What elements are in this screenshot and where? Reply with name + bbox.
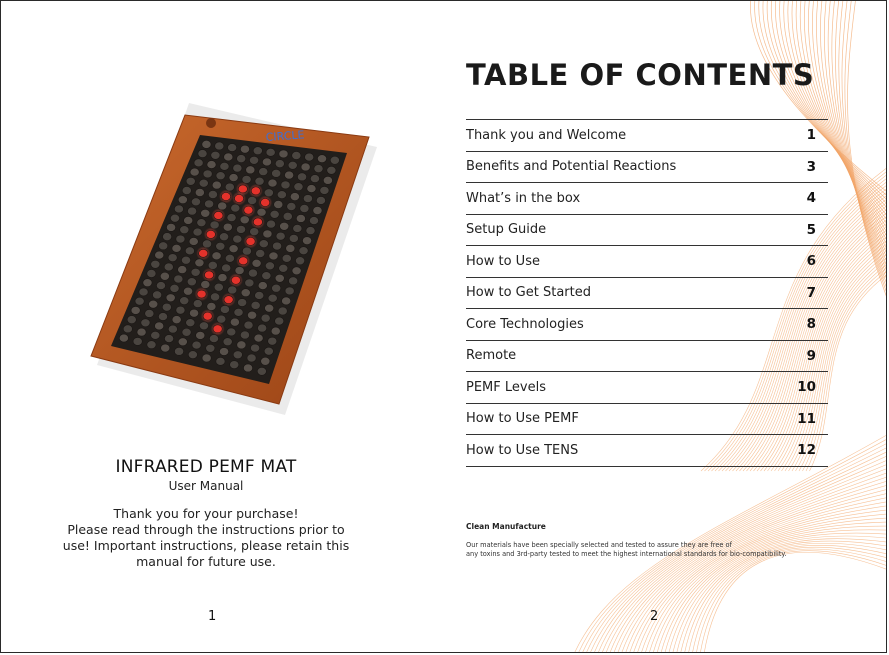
toc-item-page: 3 — [806, 158, 816, 175]
stone-tile — [237, 341, 246, 349]
red-light-node — [253, 218, 262, 226]
toc-item-page: 12 — [797, 442, 816, 459]
red-light-node — [251, 187, 260, 195]
stone-tile — [193, 228, 202, 236]
toc-item-page: 7 — [806, 284, 816, 301]
stone-tile — [174, 275, 183, 283]
product-title: INFRARED PEMF MAT — [115, 457, 297, 477]
red-light-node — [234, 195, 243, 203]
red-light-node — [224, 296, 233, 304]
pemf-mat-image — [61, 101, 391, 421]
stone-tile — [147, 270, 156, 278]
stone-tile — [195, 189, 204, 197]
toc-item-label: Setup Guide — [466, 222, 547, 238]
stone-tile — [199, 179, 208, 187]
stone-tile — [295, 257, 304, 265]
stone-tile — [269, 252, 278, 260]
wave-line — [699, 551, 887, 653]
thanks-line: Thank you for your purchase! — [113, 506, 299, 521]
stone-tile — [172, 244, 181, 252]
stone-tile — [227, 214, 236, 222]
stone-tile — [189, 309, 198, 317]
stone-tile — [317, 155, 326, 163]
toc-item[interactable] — [466, 182, 828, 214]
wave-line — [691, 547, 887, 653]
stone-tile — [193, 300, 202, 308]
stone-tile — [172, 316, 181, 324]
stone-tile — [282, 254, 291, 262]
stone-tile — [272, 169, 281, 177]
red-light-node — [246, 237, 255, 245]
stone-tile — [233, 235, 242, 243]
stone-tile — [243, 364, 252, 372]
stone-tile — [248, 269, 257, 277]
stone-tile — [252, 259, 261, 267]
clean-manufacture-text — [466, 541, 846, 558]
stone-tile — [309, 217, 318, 225]
red-light-node — [239, 257, 248, 265]
stone-tile — [258, 282, 267, 290]
stone-tile — [190, 168, 199, 176]
stone-tile — [163, 233, 172, 241]
toc-item-label: Core Technologies — [466, 316, 584, 332]
stone-tile — [180, 226, 189, 234]
toc-item[interactable] — [466, 340, 828, 372]
stone-tile — [155, 251, 164, 259]
stone-tile — [280, 222, 289, 230]
stone-tile — [198, 150, 207, 158]
stone-tile — [240, 331, 249, 339]
toc-item[interactable] — [466, 434, 828, 467]
toc-item-label: How to Get Started — [466, 285, 591, 301]
stone-tile — [327, 166, 336, 174]
stone-tile — [166, 223, 175, 231]
stone-tile — [212, 252, 221, 260]
stone-tile — [207, 161, 216, 169]
stone-tile — [178, 338, 187, 346]
stone-tile — [182, 187, 191, 195]
toc-item[interactable] — [466, 308, 828, 340]
stone-tile — [206, 344, 215, 352]
toc-item-page: 11 — [797, 410, 816, 427]
stone-tile — [249, 156, 258, 164]
stone-tile — [278, 307, 287, 315]
stone-tile — [180, 297, 189, 305]
stone-tile — [204, 200, 213, 208]
stone-tile — [216, 357, 225, 365]
stone-tile — [212, 181, 221, 189]
thanks-line: use! Important instructions, please retain this — [62, 538, 350, 553]
stone-tile — [224, 153, 233, 161]
power-button-icon — [206, 118, 216, 128]
toc-item-label: Thank you and Welcome — [466, 127, 627, 143]
stone-tile — [275, 160, 284, 168]
stone-tile — [241, 289, 250, 297]
stone-tile — [268, 337, 277, 345]
stone-tile — [133, 337, 142, 345]
red-light-node — [203, 312, 212, 320]
stone-tile — [143, 279, 152, 287]
stone-tile — [256, 250, 265, 258]
stone-tile — [209, 335, 218, 343]
stone-tile — [320, 186, 329, 194]
stone-tile — [164, 263, 173, 271]
stone-tile — [202, 354, 211, 362]
red-light-node — [221, 193, 230, 201]
toc-item-label: How to Use — [466, 253, 540, 269]
stone-tile — [261, 314, 270, 322]
toc-item[interactable] — [466, 245, 828, 277]
clean-line: any toxins and 3rd-party tested to meet the highest international standards for bio-compatibility. — [466, 549, 787, 558]
stone-tile — [149, 300, 158, 308]
thanks-line: Please read through the instructions prior to — [67, 522, 345, 537]
stone-tile — [195, 259, 204, 267]
stone-tile — [119, 334, 128, 342]
stone-tile — [245, 279, 254, 287]
clean-line: Our materials have been specially selected and tested to assure they are free of — [466, 541, 732, 549]
stone-tile — [210, 293, 219, 301]
stone-tile — [208, 191, 217, 199]
stone-tile — [274, 201, 283, 209]
stone-tile — [223, 223, 232, 231]
right-page — [441, 1, 887, 652]
stone-tile — [203, 170, 212, 178]
stone-tile — [240, 216, 249, 224]
toc-item-label: What’s in the box — [466, 190, 581, 206]
toc-list — [466, 119, 828, 467]
stone-tile — [240, 145, 249, 153]
stone-tile — [285, 287, 294, 295]
left-page — [1, 1, 441, 652]
stone-tile — [168, 325, 177, 333]
product-subtitle: User Manual — [168, 479, 244, 493]
toc-item[interactable] — [466, 119, 828, 151]
stone-tile — [197, 219, 206, 227]
stone-tile — [222, 264, 231, 272]
stone-tile — [288, 161, 297, 169]
stone-tile — [286, 244, 295, 252]
stone-tile — [282, 297, 291, 305]
stone-tile — [191, 268, 200, 276]
stone-tile — [301, 163, 310, 171]
red-light-node — [231, 276, 240, 284]
stone-tile — [199, 322, 208, 330]
stone-tile — [302, 237, 311, 245]
stone-tile — [233, 164, 242, 172]
stone-tile — [176, 306, 185, 314]
stone-tile — [141, 319, 150, 327]
stone-tile — [259, 240, 268, 248]
toc-item-label: Benefits and Potential Reactions — [466, 159, 677, 175]
toc-item-page: 10 — [797, 379, 816, 396]
stone-tile — [202, 140, 211, 148]
stone-tile — [228, 144, 237, 152]
stone-tile — [158, 313, 167, 321]
stone-tile — [164, 335, 173, 343]
toc-item[interactable] — [466, 403, 828, 435]
toc-item-page: 5 — [806, 221, 816, 238]
stone-tile — [191, 198, 200, 206]
wave-line — [703, 552, 887, 653]
stone-tile — [155, 322, 164, 330]
stone-tile — [186, 319, 195, 327]
stone-tile — [201, 209, 210, 217]
stone-tile — [188, 351, 197, 359]
stone-tile — [272, 242, 281, 250]
brand-logo — [265, 128, 305, 144]
stone-tile — [244, 321, 253, 329]
stone-tile — [285, 171, 294, 179]
stone-tile — [277, 191, 286, 199]
stone-tile — [223, 338, 232, 346]
stone-tile — [307, 185, 316, 193]
stone-tile — [219, 233, 228, 241]
stone-tile — [151, 331, 160, 339]
stone-tile — [215, 142, 224, 150]
stone-tile — [316, 196, 325, 204]
stone-tile — [268, 179, 277, 187]
stone-tile — [131, 306, 140, 314]
stone-tile — [257, 367, 266, 375]
toc-item-page: 8 — [806, 316, 816, 333]
stone-tile — [192, 341, 201, 349]
stone-tile — [166, 294, 175, 302]
stone-tile — [268, 294, 277, 302]
stone-tile — [292, 151, 301, 159]
thank-you-note — [56, 506, 356, 570]
stone-tile — [279, 264, 288, 272]
stone-tile — [283, 212, 292, 220]
stone-tile — [233, 351, 242, 359]
stone-tile — [276, 232, 285, 240]
stone-tile — [184, 216, 193, 224]
stone-tile — [183, 287, 192, 295]
wave-line — [695, 549, 887, 653]
red-light-node — [197, 290, 206, 298]
stone-tile — [289, 277, 298, 285]
stone-tile — [151, 260, 160, 268]
stone-tile — [137, 328, 146, 336]
stone-tile — [261, 357, 270, 365]
stone-tile — [294, 183, 303, 191]
stone-tile — [306, 227, 315, 235]
stone-tile — [236, 225, 245, 233]
toc-item[interactable] — [466, 151, 828, 183]
red-light-node — [199, 249, 208, 257]
stone-tile — [300, 205, 309, 213]
stone-tile — [313, 207, 322, 215]
stone-tile — [211, 151, 220, 159]
stone-tile — [178, 196, 187, 204]
stone-tile — [246, 166, 255, 174]
red-light-node — [204, 271, 213, 279]
stone-tile — [310, 175, 319, 183]
stone-tile — [305, 153, 314, 161]
stone-tile — [170, 214, 179, 222]
stone-tile — [258, 324, 267, 332]
stone-tile — [159, 242, 168, 250]
thanks-line: manual for future use. — [136, 554, 276, 569]
stone-tile — [281, 181, 290, 189]
stone-tile — [272, 284, 281, 292]
stone-tile — [293, 224, 302, 232]
red-light-node — [213, 325, 222, 333]
pemf-mat-illustration — [61, 101, 391, 421]
stone-tile — [225, 254, 234, 262]
stone-tile — [174, 347, 183, 355]
stone-tile — [290, 193, 299, 201]
stone-tile — [156, 282, 165, 290]
stone-tile — [266, 148, 275, 156]
stone-tile — [227, 328, 236, 336]
toc-item-label: PEMF Levels — [466, 379, 546, 395]
stone-tile — [219, 348, 228, 356]
stone-tile — [185, 247, 194, 255]
stone-tile — [196, 331, 205, 339]
stone-tile — [123, 325, 132, 333]
stone-tile — [262, 158, 271, 166]
stone-tile — [170, 284, 179, 292]
stone-tile — [234, 308, 243, 316]
red-light-node — [214, 211, 223, 219]
stone-tile — [238, 299, 247, 307]
stone-tile — [323, 176, 332, 184]
page-number-left: 1 — [208, 609, 217, 624]
stone-tile — [237, 155, 246, 163]
stone-tile — [229, 174, 238, 182]
toc-item-page: 4 — [806, 190, 816, 207]
stone-tile — [161, 344, 170, 352]
stone-tile — [275, 317, 284, 325]
stone-tile — [216, 172, 225, 180]
stone-tile — [247, 354, 256, 362]
stone-tile — [255, 291, 264, 299]
stone-tile — [229, 245, 238, 253]
stone-tile — [289, 234, 298, 242]
stone-tile — [275, 274, 284, 282]
stone-tile — [270, 210, 279, 218]
stone-tile — [250, 344, 259, 352]
stone-tile — [296, 214, 305, 222]
stone-tile — [263, 230, 272, 238]
stone-tile — [178, 266, 187, 274]
toc-title: TABLE OF CONTENTS — [466, 58, 815, 92]
stone-tile — [299, 247, 308, 255]
stone-tile — [216, 242, 225, 250]
toc-item-label: How to Use TENS — [466, 442, 579, 458]
stone-tile — [254, 334, 263, 342]
stone-tile — [230, 318, 239, 326]
toc-item-label: Remote — [466, 348, 517, 364]
stone-tile — [181, 256, 190, 264]
stone-tile — [182, 328, 191, 336]
stone-tile — [271, 327, 280, 335]
stone-tile — [266, 220, 275, 228]
stone-tile — [214, 283, 223, 291]
stone-tile — [287, 203, 296, 211]
toc-item-page: 1 — [806, 127, 816, 144]
stone-tile — [259, 168, 268, 176]
stone-tile — [247, 311, 256, 319]
stone-tile — [262, 272, 271, 280]
stone-tile — [265, 304, 274, 312]
stone-tile — [220, 162, 229, 170]
stone-tile — [174, 205, 183, 213]
stone-tile — [330, 156, 339, 164]
toc-item[interactable] — [466, 277, 828, 309]
clean-manufacture-heading: Clean Manufacture — [466, 522, 546, 531]
toc-item-page: 9 — [806, 347, 816, 364]
wave-line — [687, 545, 887, 653]
stone-tile — [253, 147, 262, 155]
stone-tile — [186, 177, 195, 185]
stone-tile — [297, 173, 306, 181]
stone-tile — [135, 297, 144, 305]
stone-tile — [279, 150, 288, 158]
stone-tile — [230, 361, 239, 369]
stone-tile — [264, 347, 273, 355]
stone-tile — [147, 341, 156, 349]
stone-tile — [187, 278, 196, 286]
stone-tile — [265, 262, 274, 270]
stone-tile — [139, 288, 148, 296]
stone-tile — [231, 204, 240, 212]
brand-logo-text: CIRCLE — [265, 128, 305, 144]
stone-tile — [160, 272, 169, 280]
stone-tile — [153, 291, 162, 299]
stone-tile — [189, 237, 198, 245]
stone-tile — [187, 207, 196, 215]
stone-tile — [292, 267, 301, 275]
toc-item-label: How to Use PEMF — [466, 411, 579, 427]
stone-tile — [162, 303, 171, 311]
red-light-node — [206, 230, 215, 238]
stone-tile — [220, 305, 229, 313]
stone-tile — [314, 165, 323, 173]
stone-tile — [218, 274, 227, 282]
stone-tile — [251, 301, 260, 309]
red-light-node — [244, 206, 253, 214]
page-number-right: 2 — [650, 609, 659, 624]
stone-tile — [176, 235, 185, 243]
stone-tile — [303, 195, 312, 203]
toc-item[interactable] — [466, 214, 828, 246]
stone-tile — [194, 159, 203, 167]
toc-item-page: 6 — [806, 253, 816, 270]
stone-tile — [127, 316, 136, 324]
red-light-node — [261, 199, 270, 207]
stone-tile — [168, 254, 177, 262]
toc-item[interactable] — [466, 371, 828, 403]
stone-tile — [145, 309, 154, 317]
